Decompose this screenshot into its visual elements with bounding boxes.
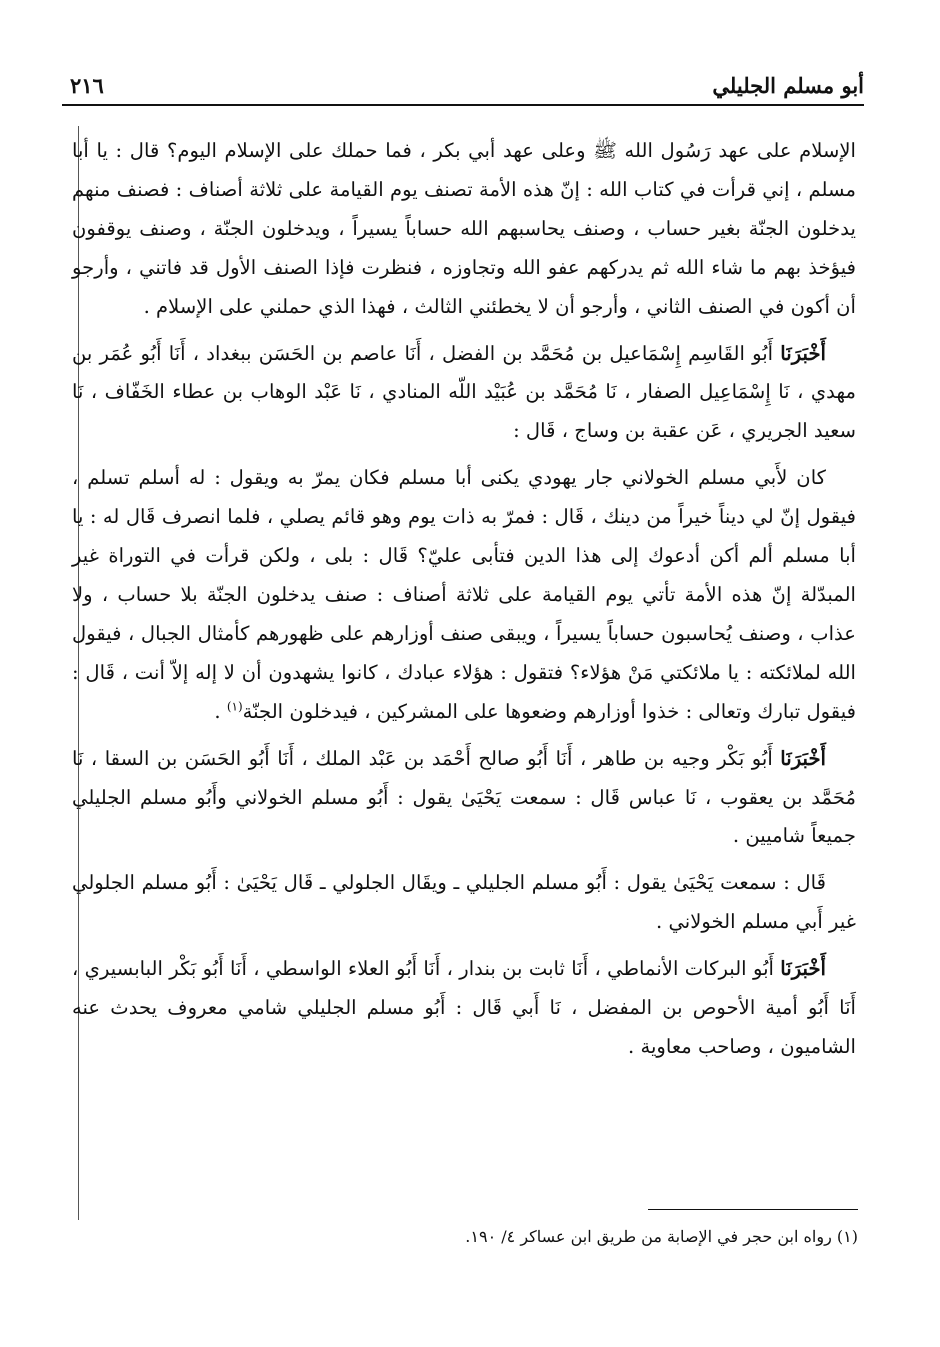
page-number: ٢١٦ — [70, 73, 104, 98]
paragraph-text: أَبُو البركات الأنماطي ، أَنَا ثابت بن بندار ، أَنَا أَبُو العلاء الواسطي ، أَنَا أَبُو بَكْر البابسيري ، أَنَا أَبُو أمية الأحوص بن المفضل ، نَا أَبي قَال : أَبُو مسلم الجليلي شامي معروف يحدث عنه الشاميون ، وصاحب معاوية . — [72, 957, 856, 1058]
paragraph-text: الإسلام على عهد رَسُول الله ﷺ وعلى عهد أبي بكر ، فما حملك على الإسلام اليوم؟ قال : يا أبا مسلم ، إني قرأت في كتاب الله : إنّ هذه الأمة تصنف يوم القيامة على ثلاثة أصناف : فصنف منهم يدخلون الجنّة بغير حساب ، وصنف يحاسبهم الله حساباً يسيراً ، ويدخلون الجنّة ، وصنف يوقفون فيؤخذ بهم ما شاء الله ثم يدركهم عفو الله وتجاوزه ، فنظرت فإذا الصنف الأول قد فاتني ، وأرجو أن أكون في الصنف الثاني ، وأرجو أن لا يخطئني الثالث ، فهذا الذي حملني على الإسلام . — [72, 139, 856, 318]
paragraph-text: كان لأَبي مسلم الخولاني جار يهودي يكنى أبا مسلم فكان يمرّ به ويقول : له أسلم تسلم ، فيقول إنّ لي ديناً خيراً من دينك ، قَال : فمرّ به ذات يوم وهو قائم يصلي ، فلما انصرف قَال له : يا أبا مسلم ألم أكن أدعوك إلى هذا الدين فتأبى عليّ؟ قَال : بلى ، ولكن قرأت في التوراة غير المبدّلة إنّ هذه الأمة تأتي يوم القيامة على ثلاثة أصناف : صنف يدخلون الجنّة بلا حساب ، ولا عذاب ، وصنف يُحاسبون حساباً يسيراً ، ويبقى صنف أوزارهم على ظهورهم كأمثال الجبال ، فيقول الله لملائكته : يا ملائكتي مَنْ هؤلاء؟ فتقول : هؤلاء عبادك ، كانوا يشهدون أن لا إله إلاّ أنت ، قَال : فيقول تبارك وتعالى : خذوا أوزارهم وضعوها على المشركين ، فيدخلون الجنّة — [72, 466, 856, 723]
paragraph-lead: أَخْبَرَنَا — [780, 341, 826, 365]
paragraph-tail: . — [214, 699, 227, 723]
paragraph — [72, 459, 856, 731]
running-title: أبو مسلم الجليلي — [712, 73, 864, 98]
paragraph — [72, 740, 856, 857]
paragraph-text: أَبُو بَكْر وجيه بن طاهر ، أَنَا أَبُو صالح أَحْمَد بن عَبْد الملك ، أَنَا أَبُو الحَسَن بن السقا ، نَا مُحَمَّد بن يعقوب ، نَا عباس قَال : سمعت يَحْيَىٰ يقول : أَبُو مسلم الخولاني وأَبُو مسلم الجليلي جميعاً شاميين . — [72, 746, 856, 848]
paragraph — [72, 132, 856, 327]
footnote — [78, 1224, 858, 1250]
body-text — [72, 132, 856, 1067]
paragraph-text: قَال : سمعت يَحْيَىٰ يقول : أَبُو مسلم الجليلي ـ ويقَال الجلولي ـ قَال يَحْيَىٰ : أَبُو مسلم الجلولي غير أَبي مسلم الخولاني . — [72, 871, 856, 934]
paragraph-lead: أَخْبَرَنَا — [780, 957, 826, 981]
paragraph-lead: أَخْبَرَنَا — [780, 746, 826, 770]
footnote-reference[interactable]: (١) — [226, 699, 243, 714]
page-header — [62, 62, 864, 106]
footnote-number: (١) — [836, 1227, 858, 1246]
paragraph-text: أَبُو القَاسِم إِسْمَاعيل بن مُحَمَّد بن الفضل ، أَنَا عاصم بن الحَسَن ببغداد ، أَنَا أَبُو عُمَر بن مهدي ، نَا إِسْمَاعِيل الصفار ، نَا مُحَمَّد بن عُبَيْد اللّه المنادي ، نَا عَبْد الوهاب بن عطاء الخَفّاف ، نَا سعيد الجريري ، عَن عقبة بن وساج ، قَال : — [72, 341, 856, 443]
footnote-divider — [648, 1209, 858, 1210]
paragraph — [72, 864, 856, 942]
paragraph — [72, 335, 856, 452]
footnote-text: رواه ابن حجر في الإصابة من طريق ابن عساكر ٤/ ١٩٠. — [465, 1227, 832, 1246]
paragraph — [72, 950, 856, 1067]
